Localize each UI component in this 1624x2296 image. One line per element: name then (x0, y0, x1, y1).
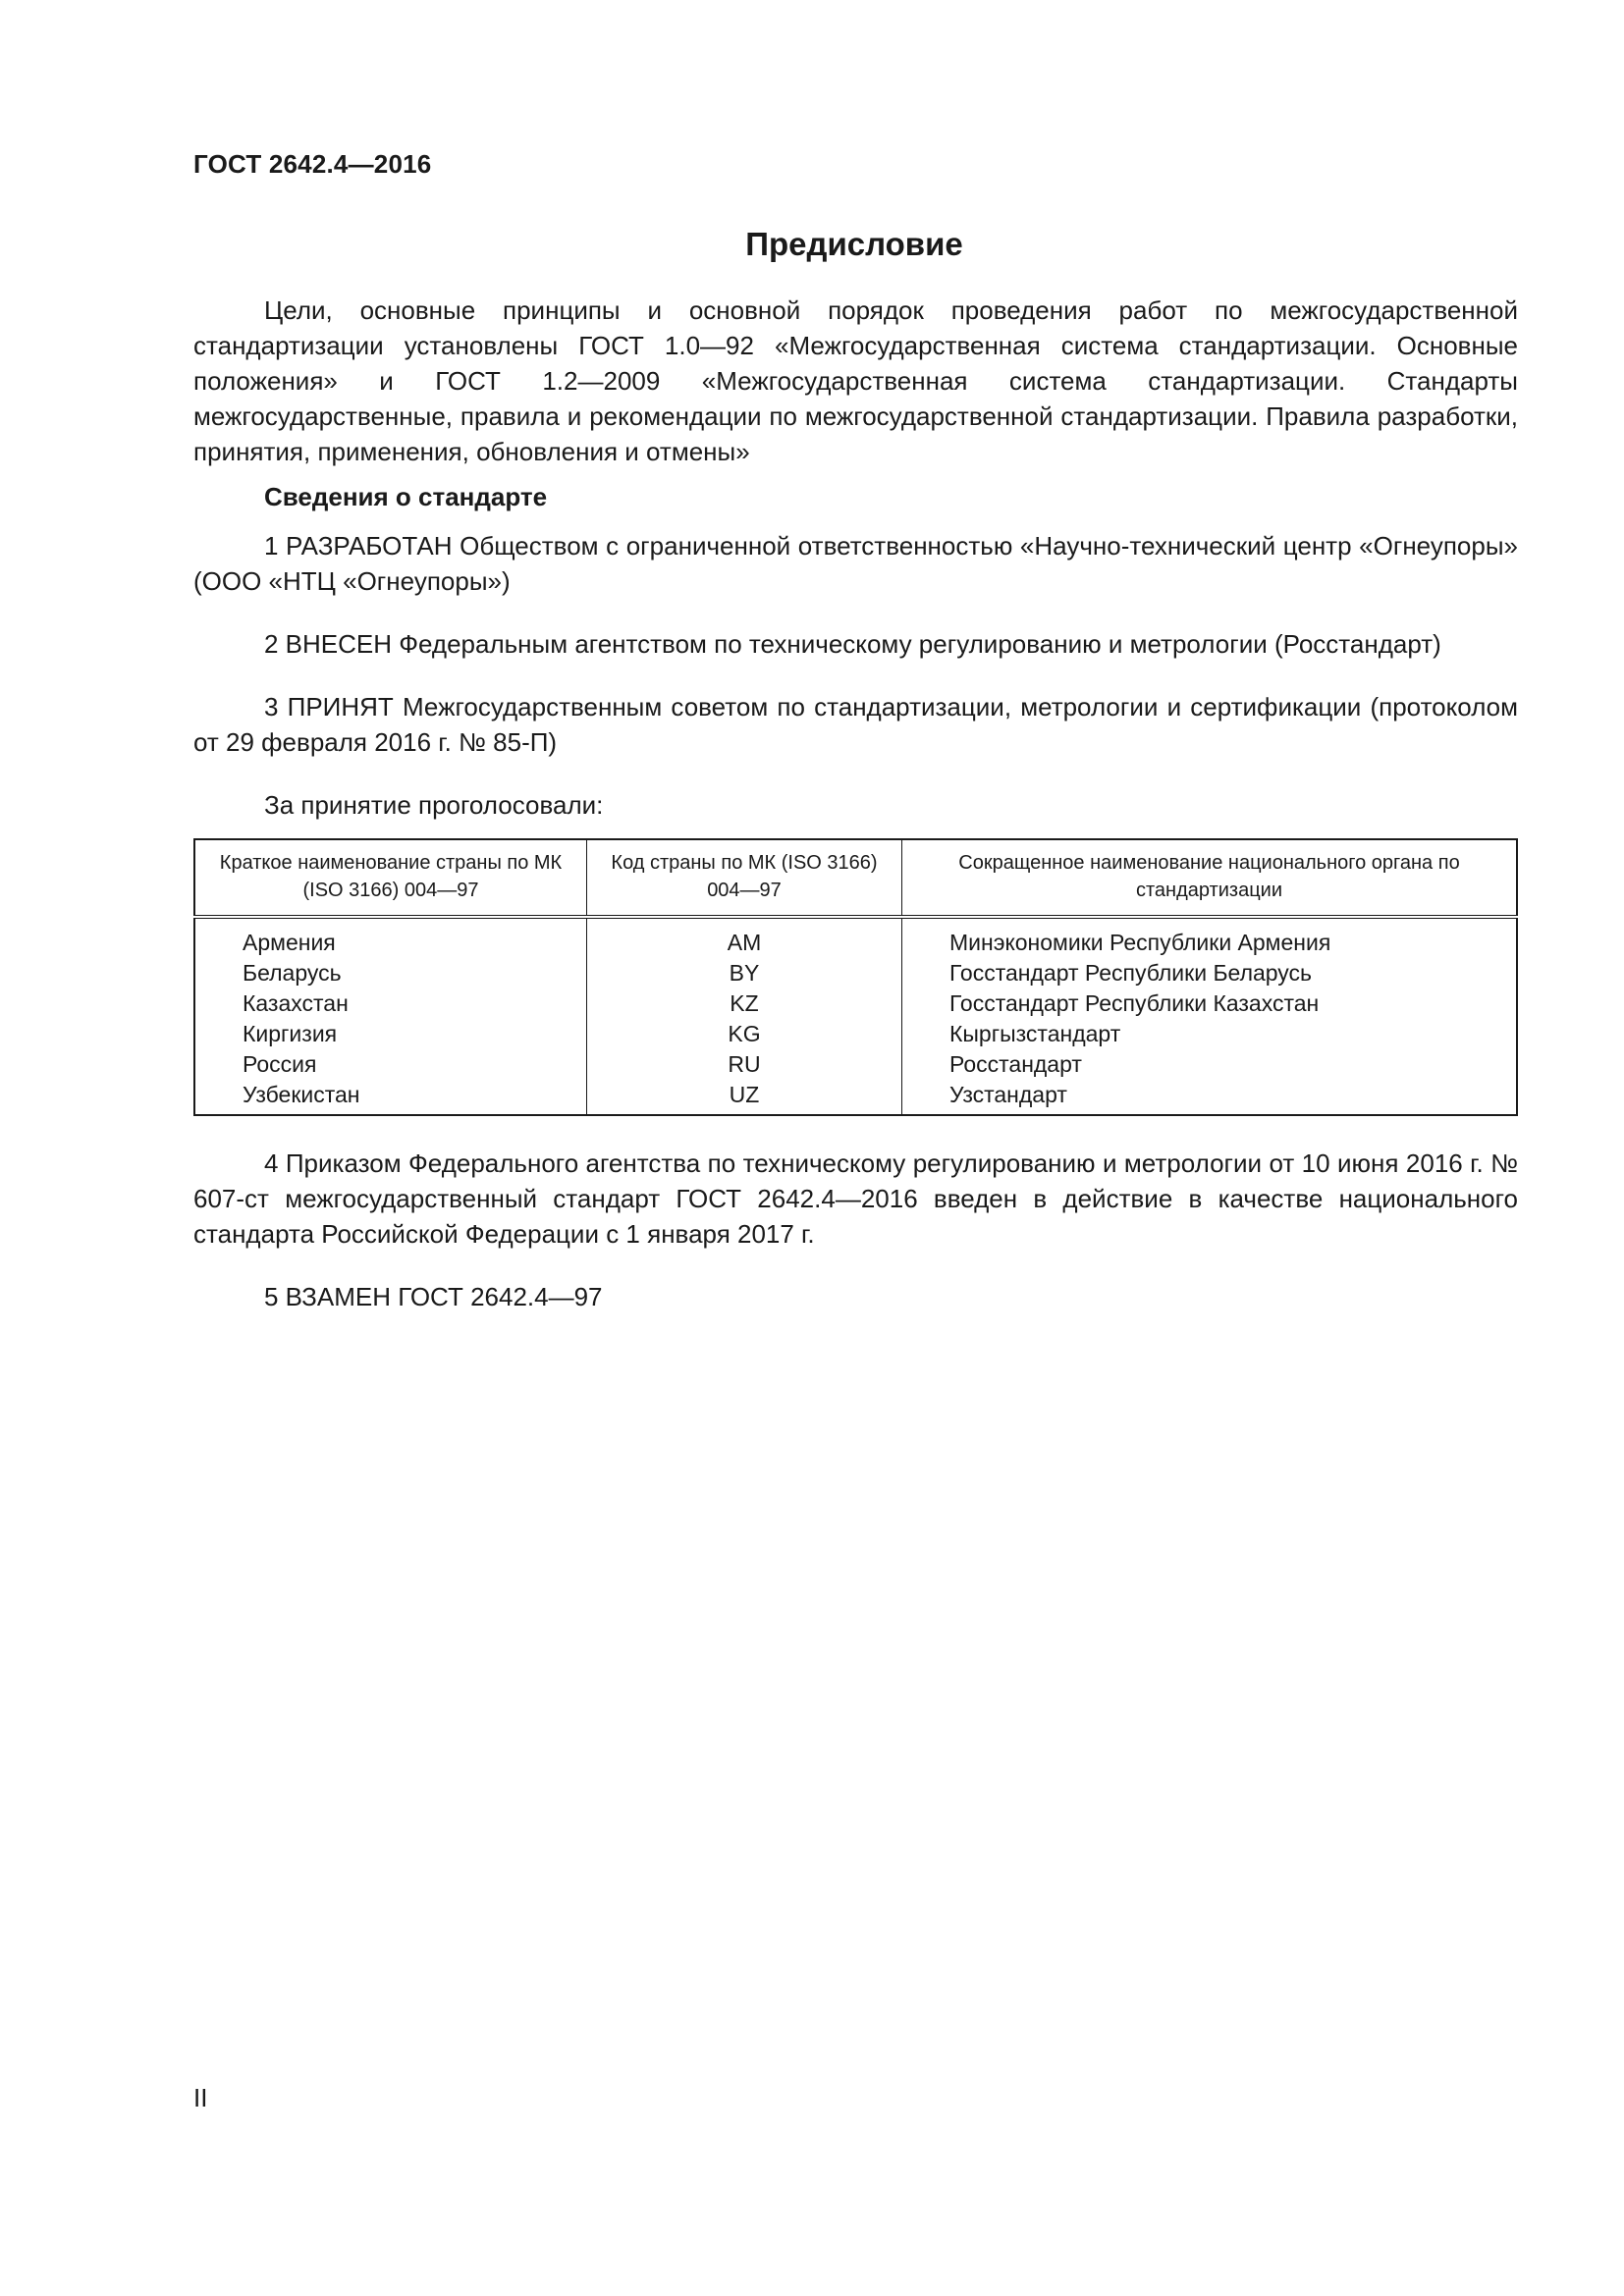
cell-country: Киргизия (194, 1019, 587, 1049)
page-content (193, 293, 1518, 1314)
item-submitted: 2 ВНЕСЕН Федеральным агентством по техническому регулированию и метрологии (Росстандарт) (264, 629, 1441, 659)
table-row (194, 1019, 1517, 1049)
cell-country: Беларусь (194, 958, 587, 988)
cell-country: Казахстан (194, 988, 587, 1019)
cell-code: UZ (587, 1080, 902, 1115)
cell-organ: Госстандарт Республики Беларусь (949, 960, 1313, 986)
section-heading: Сведения о стандарте (264, 482, 548, 511)
cell-organ: Узстандарт (949, 1082, 1067, 1107)
cell-country: Армения (194, 917, 587, 958)
table-row (194, 917, 1517, 958)
page-number: II (193, 2083, 208, 2112)
page-title: Предисловие (745, 226, 963, 262)
header-country: Краткое наименование страны по МК (ISO 3166) 004—97 (194, 839, 587, 917)
cell-code: AM (587, 917, 902, 958)
cell-organ: Росстандарт (949, 1051, 1082, 1077)
header-organ: Сокращенное наименование национального органа по стандартизации (958, 852, 1460, 901)
cell-organ: Кыргызстандарт (949, 1021, 1121, 1046)
header-code: Код страны по МК (ISO 3166) 004—97 (587, 839, 902, 917)
item-developed: 1 РАЗРАБОТАН Обществом с ограниченной ответственностью «Научно-технический центр «Огнеупоры» (ООО «НТЦ «Огнеупоры») (193, 531, 1518, 596)
cell-organ: Госстандарт Республики Казахстан (949, 990, 1320, 1016)
cell-country: Узбекистан (194, 1080, 587, 1115)
cell-organ: Минэкономики Республики Армения (949, 930, 1331, 955)
item-replaces: 5 ВЗАМЕН ГОСТ 2642.4—97 (264, 1282, 603, 1311)
cell-code: KZ (587, 988, 902, 1019)
table-header-row (194, 839, 1517, 917)
item-adopted: 3 ПРИНЯТ Межгосударственным советом по стандартизации, метрологии и сертификации (протоколом от 29 февраля 2016 г. № 85-П) (193, 692, 1518, 757)
cell-country: Россия (194, 1049, 587, 1080)
cell-code: RU (587, 1049, 902, 1080)
voting-table (193, 838, 1518, 1116)
table-row (194, 958, 1517, 988)
item-enacted: 4 Приказом Федерального агентства по техническому регулированию и метрологии от 10 июня 2016 г. № 607-ст межгосударственный стандарт ГОСТ 2642.4—2016 введен в действие в качестве национального стандарта Российской Федерации с 1 января 2017 г. (193, 1148, 1518, 1249)
table-row (194, 1080, 1517, 1115)
cell-code: BY (587, 958, 902, 988)
vote-intro: За принятие проголосовали: (264, 790, 604, 820)
cell-code: KG (587, 1019, 902, 1049)
document-id-header: ГОСТ 2642.4—2016 (193, 149, 432, 179)
intro-paragraph: Цели, основные принципы и основной порядок проведения работ по межгосударственной стандартизации установлены ГОСТ 1.0—92 «Межгосударственная система стандартизации. Основные положения» и ГОСТ 1.2—2009 «Межгосударственная система стандартизации. Стандарты межгосударственные, правила и рекомендации по межгосударственной стандартизации. Правила разработки, принятия, применения, обновления и отмены» (193, 295, 1518, 466)
table-row (194, 988, 1517, 1019)
table-row (194, 1049, 1517, 1080)
